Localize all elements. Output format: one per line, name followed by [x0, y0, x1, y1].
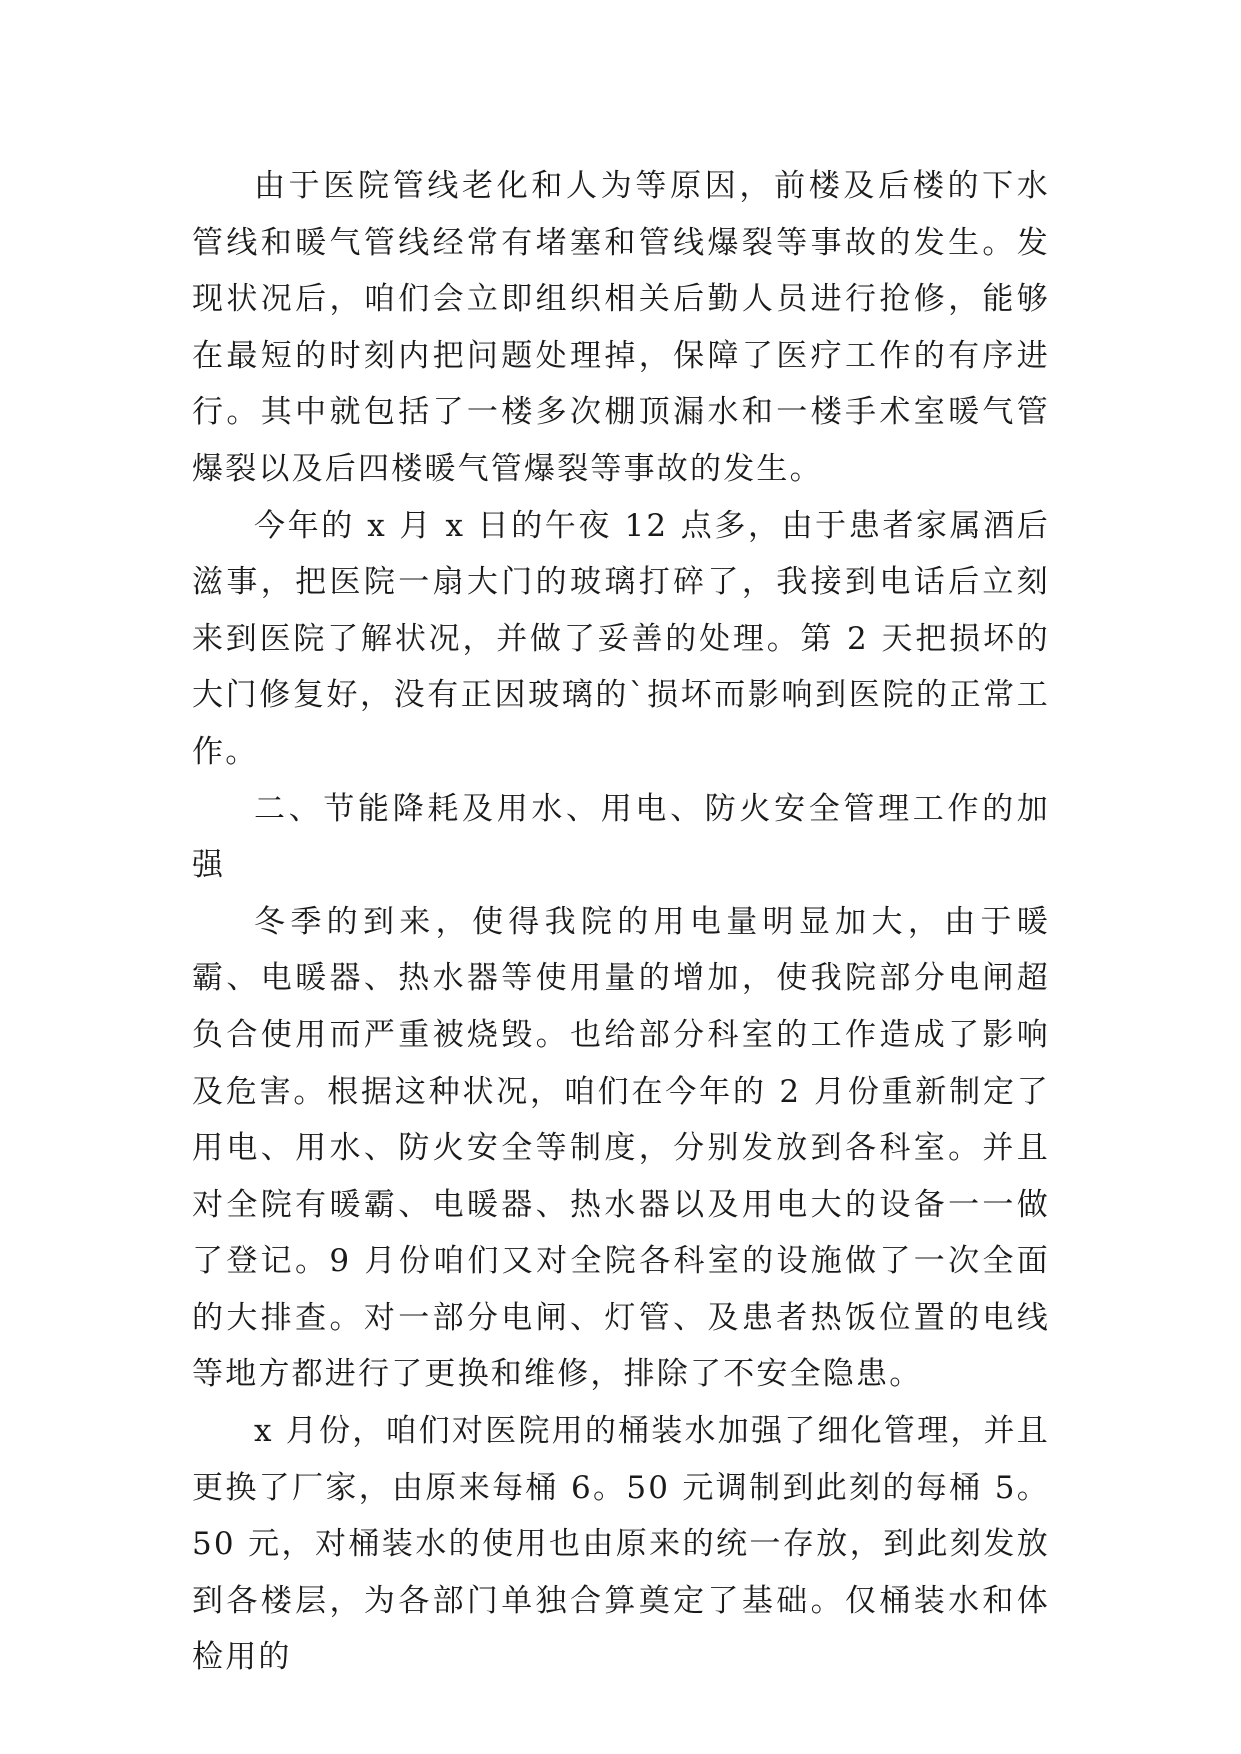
paragraph-winter-electricity: 冬季的到来，使得我院的用电量明显加大，由于暖霸、电暖器、热水器等使用量的增加，使我院部分电闸超负合使用而严重被烧毁。也给部分科室的工作造成了影响及危害。根据这种状况，咱们在今年的 2 月份重新制定了用电、用水、防火安全等制度，分别发放到各科室。并且对全院有暖霸、电暖器、热水器以及用电大的设备一一做了登记。9 月份咱们又对全院各科室的设施做了一次全面的大排查。对一部分电闸、灯管、及患者热饭位置的电线等地方都进行了更换和维修，排除了不安全隐患。	[192, 903, 1050, 1393]
section-heading-energy-safety: 二、节能降耗及用水、用电、防火安全管理工作的加强	[192, 790, 1050, 884]
paragraph-door-incident: 今年的 x 月 x 日的午夜 12 点多，由于患者家属酒后滋事，把医院一扇大门的玻璃打碎了，我接到电话后立刻来到医院了解状况，并做了妥善的处理。第 2 天把损坏的大门修复好，没有正因玻璃的`损坏而影响到医院的正常工作。	[192, 507, 1050, 770]
paragraph-bottled-water: x 月份，咱们对医院用的桶装水加强了细化管理，并且更换了厂家，由原来每桶 6。50 元调制到此刻的每桶 5。50 元，对桶装水的使用也由原来的统一存放，到此刻发放到各楼层，为各部门单独合算奠定了基础。仅桶装水和体检用的	[192, 1413, 1050, 1676]
paragraph-pipeline-repairs: 由于医院管线老化和人为等原因，前楼及后楼的下水管线和暖气管线经常有堵塞和管线爆裂等事故的发生。发现状况后，咱们会立即组织相关后勤人员进行抢修，能够在最短的时刻内把问题处理掉，保障了医疗工作的有序进行。其中就包括了一楼多次棚顶漏水和一楼手术室暖气管爆裂以及后四楼暖气管爆裂等事故的发生。	[192, 168, 1050, 487]
document-body	[192, 158, 1050, 1686]
